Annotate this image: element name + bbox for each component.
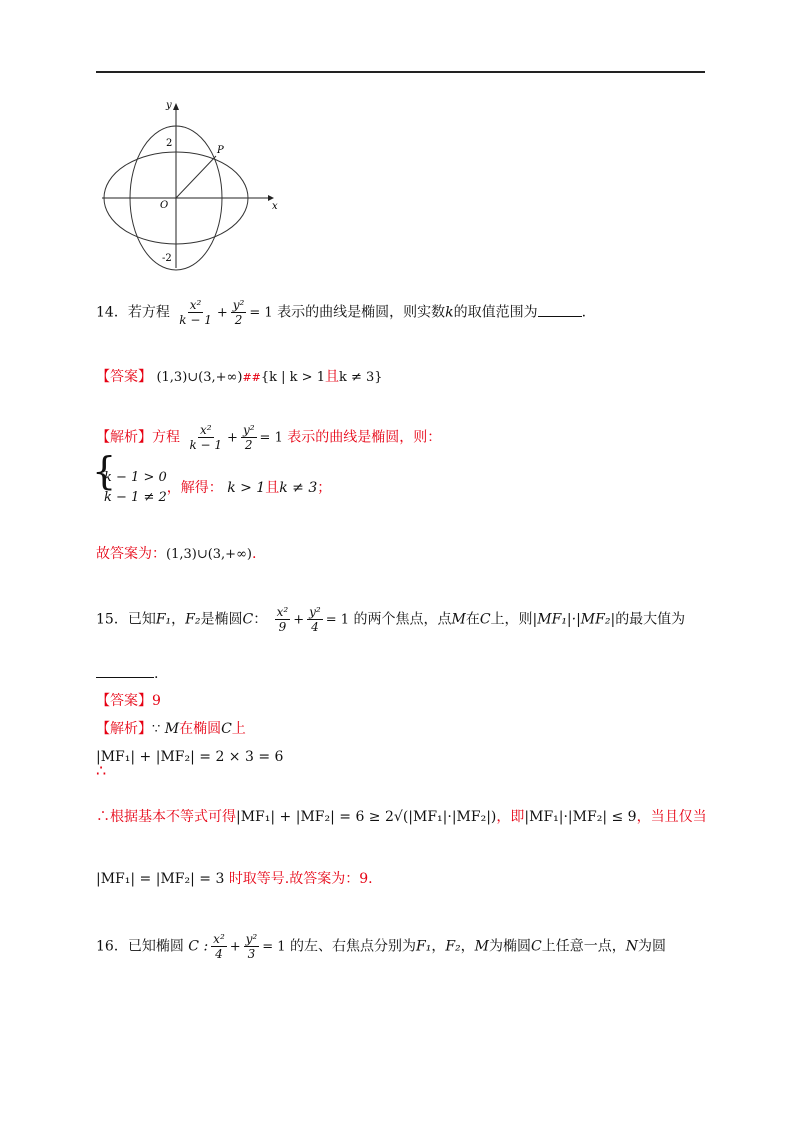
q15-solution-text1: 在椭圆 xyxy=(179,721,222,737)
q15-f1: F₁ xyxy=(155,611,172,628)
q15-therefore-symbol: ∴ xyxy=(96,761,107,780)
q14-solution-line1: 【解析】方程 $\frac{\text{x²}}{k - 1}$ + $\frac{\text{y²}}{2}$ = 1 表示的曲线是椭圆，则： xyxy=(96,423,442,452)
q14-text-prefix: 若方程 xyxy=(127,304,170,321)
q15-eq-cond: |MF₁| = |MF₂| = 3 xyxy=(96,871,225,887)
axis-y-label: y xyxy=(166,100,172,111)
q15-therefore xyxy=(96,762,106,780)
q15-final: 时取等号.故答案为：9. xyxy=(228,871,373,887)
q14-solution-frac-y: $\frac{\text{y²}}{2}$ xyxy=(242,423,255,452)
q14-frac-y: $\frac{\text{y²}}{2}$ xyxy=(232,298,245,327)
question-14: 14．若方程 $\frac{\text{x²}}{k - 1}$ + $\frac{\text{y²}}{2}$ = 1 表示的曲线是椭圆，则实数k的取值范围为 . xyxy=(96,298,587,327)
q14-answer-expr3: k ≠ 3} xyxy=(338,370,383,385)
q14-cond2: k ≠ 3 xyxy=(279,480,318,496)
q14-period: . xyxy=(581,304,587,321)
q15-text2: 是椭圆 xyxy=(200,611,243,628)
q15-solution-m: M xyxy=(164,721,180,737)
q16-frac-x: $\frac{\text{x²}}{4}$ xyxy=(213,932,225,961)
q15-answer xyxy=(96,692,161,710)
q16-n: N xyxy=(625,938,638,955)
axis-x-label: x xyxy=(272,201,278,212)
q15-text1: 已知 xyxy=(127,611,156,628)
q15-m: M xyxy=(451,611,466,628)
q15-product: |MF₁|·|MF₂| xyxy=(532,611,616,628)
q15-solution-line3 xyxy=(96,808,707,826)
q14-answer-and: 且 xyxy=(324,369,339,385)
q15-because: ∵ xyxy=(152,722,161,737)
q15-sum-eq: |MF₁| + |MF₂| = 2 × 3 = 6 xyxy=(96,749,284,765)
q15-f2: F₂ xyxy=(185,611,201,628)
q14-conclusion-end: . xyxy=(251,546,257,562)
ellipse-figure xyxy=(96,96,286,276)
q14-answer-or: ## xyxy=(242,371,261,384)
q15-period: . xyxy=(154,666,159,682)
q14-semicolon: ； xyxy=(317,480,332,496)
q14-solution-text1: 方程 xyxy=(152,429,180,446)
q15-answer-label: 【答案】 xyxy=(96,693,152,709)
q14-system-line1: { k − 1 > 0 xyxy=(104,470,167,485)
q14-conclusion xyxy=(96,545,256,564)
header-rule xyxy=(96,71,705,73)
q14-system xyxy=(96,468,167,508)
q15-blank xyxy=(96,665,154,678)
q15-text3: 的两个焦点，点 xyxy=(353,611,452,628)
q16-f1: F₁ xyxy=(416,938,432,955)
q16-text4: 上任意一点， xyxy=(541,938,626,955)
q14-solution-label: 【解析】 xyxy=(96,429,152,446)
q14-answer xyxy=(96,368,383,387)
q15-line3-text: ∴根据基本不等式可得 xyxy=(96,809,236,825)
q15-ineq: |MF₁| + |MF₂| = 6 ≥ 2√(|MF₁|·|MF₂|) xyxy=(236,809,497,825)
q15-answer-value: 9 xyxy=(152,693,161,709)
q15-c: C xyxy=(242,611,254,628)
q16-text3: 为椭圆 xyxy=(489,938,531,955)
q14-conclusion-expr: (1,3)∪(3,+∞) xyxy=(166,547,252,562)
q16-text5: 为圆 xyxy=(637,938,666,955)
q15-then: ，即 xyxy=(496,809,525,825)
q14-solve-text: ，解得： xyxy=(166,480,223,496)
q16-f2: F₂ xyxy=(445,938,461,955)
q16-c-prefix: C : xyxy=(188,938,209,955)
q14-and: 且 xyxy=(265,480,280,496)
q15-number: 15． xyxy=(96,611,128,628)
question-16: 16．已知椭圆 C : $\frac{\text{x²}}{4}$ + $\frac{\text{y²}}{3}$ = 1 的左、右焦点分别为F₁，F₂，M为椭圆C上任意一点，N为圆 xyxy=(96,932,666,961)
q15-solution-line4 xyxy=(96,870,373,888)
question-15: 15．已知F₁，F₂是椭圆C： $\frac{\text{x²}}{9}$ + $\frac{\text{y²}}{4}$ = 1 的两个焦点，点M在C上，则|MF₁|·|MF₂|的最大值为 xyxy=(96,605,686,634)
q14-frac-x: $\frac{\text{x²}}{k - 1}$ xyxy=(179,298,212,327)
q14-text-suffix: 表示的曲线是椭圆，则实数 xyxy=(277,304,446,321)
q15-solution-label: 【解析】 xyxy=(96,721,152,737)
q15-text6: 的最大值为 xyxy=(615,611,686,628)
q14-solution-frac-x: $\frac{\text{x²}}{k - 1}$ xyxy=(189,423,223,452)
q14-cond1: k > 1 xyxy=(227,480,266,496)
q16-c: C xyxy=(531,938,542,955)
q14-text-end: 的取值范围为 xyxy=(453,304,538,321)
q15-solution-line2 xyxy=(96,748,283,766)
point-p-label: P xyxy=(217,145,224,156)
q14-blank xyxy=(538,304,582,317)
tick-neg2-label: -2 xyxy=(162,253,172,264)
q15-solution-c: C xyxy=(221,721,232,737)
q15-when: ，当且仅当 xyxy=(636,809,707,825)
q14-solution-line2 xyxy=(96,468,331,508)
origin-label: O xyxy=(160,200,169,211)
q15-solution-text2: 上 xyxy=(231,721,246,737)
q14-var-k: k xyxy=(445,304,454,321)
tick-2-label: 2 xyxy=(166,138,173,149)
q15-frac-y: $\frac{\text{y²}}{4}$ xyxy=(309,605,321,634)
q15-solution-line1 xyxy=(96,720,246,739)
q14-answer-label: 【答案】 xyxy=(96,369,152,385)
q16-comma2: ， xyxy=(460,938,475,955)
q15-colon: ： xyxy=(253,611,268,628)
q16-number: 16． xyxy=(96,938,128,955)
q14-answer-expr2: {k | k > 1 xyxy=(260,370,325,385)
q15-blank-line xyxy=(96,665,158,683)
q14-number: 14． xyxy=(96,304,128,321)
q15-c2: C xyxy=(479,611,491,628)
q15-ineq2: |MF₁|·|MF₂| ≤ 9 xyxy=(524,809,637,825)
q15-comma: ， xyxy=(171,611,186,628)
q16-m: M xyxy=(474,938,489,955)
q14-conclusion-text: 故答案为： xyxy=(96,546,166,562)
q14-solution-text2: 表示的曲线是椭圆，则： xyxy=(287,429,442,446)
q16-comma: ， xyxy=(431,938,446,955)
q15-text4: 在 xyxy=(465,611,480,628)
q14-answer-expr1: (1,3)∪(3,+∞) xyxy=(156,370,243,385)
q16-frac-y: $\frac{\text{y²}}{3}$ xyxy=(245,932,258,961)
q15-text5: 上，则 xyxy=(490,611,533,628)
q15-frac-x: $\frac{\text{x²}}{9}$ xyxy=(276,605,289,634)
q16-text2: 的左、右焦点分别为 xyxy=(290,938,416,955)
q16-text1: 已知椭圆 xyxy=(127,938,184,955)
q14-system-line2: k − 1 ≠ 2 xyxy=(104,490,167,505)
